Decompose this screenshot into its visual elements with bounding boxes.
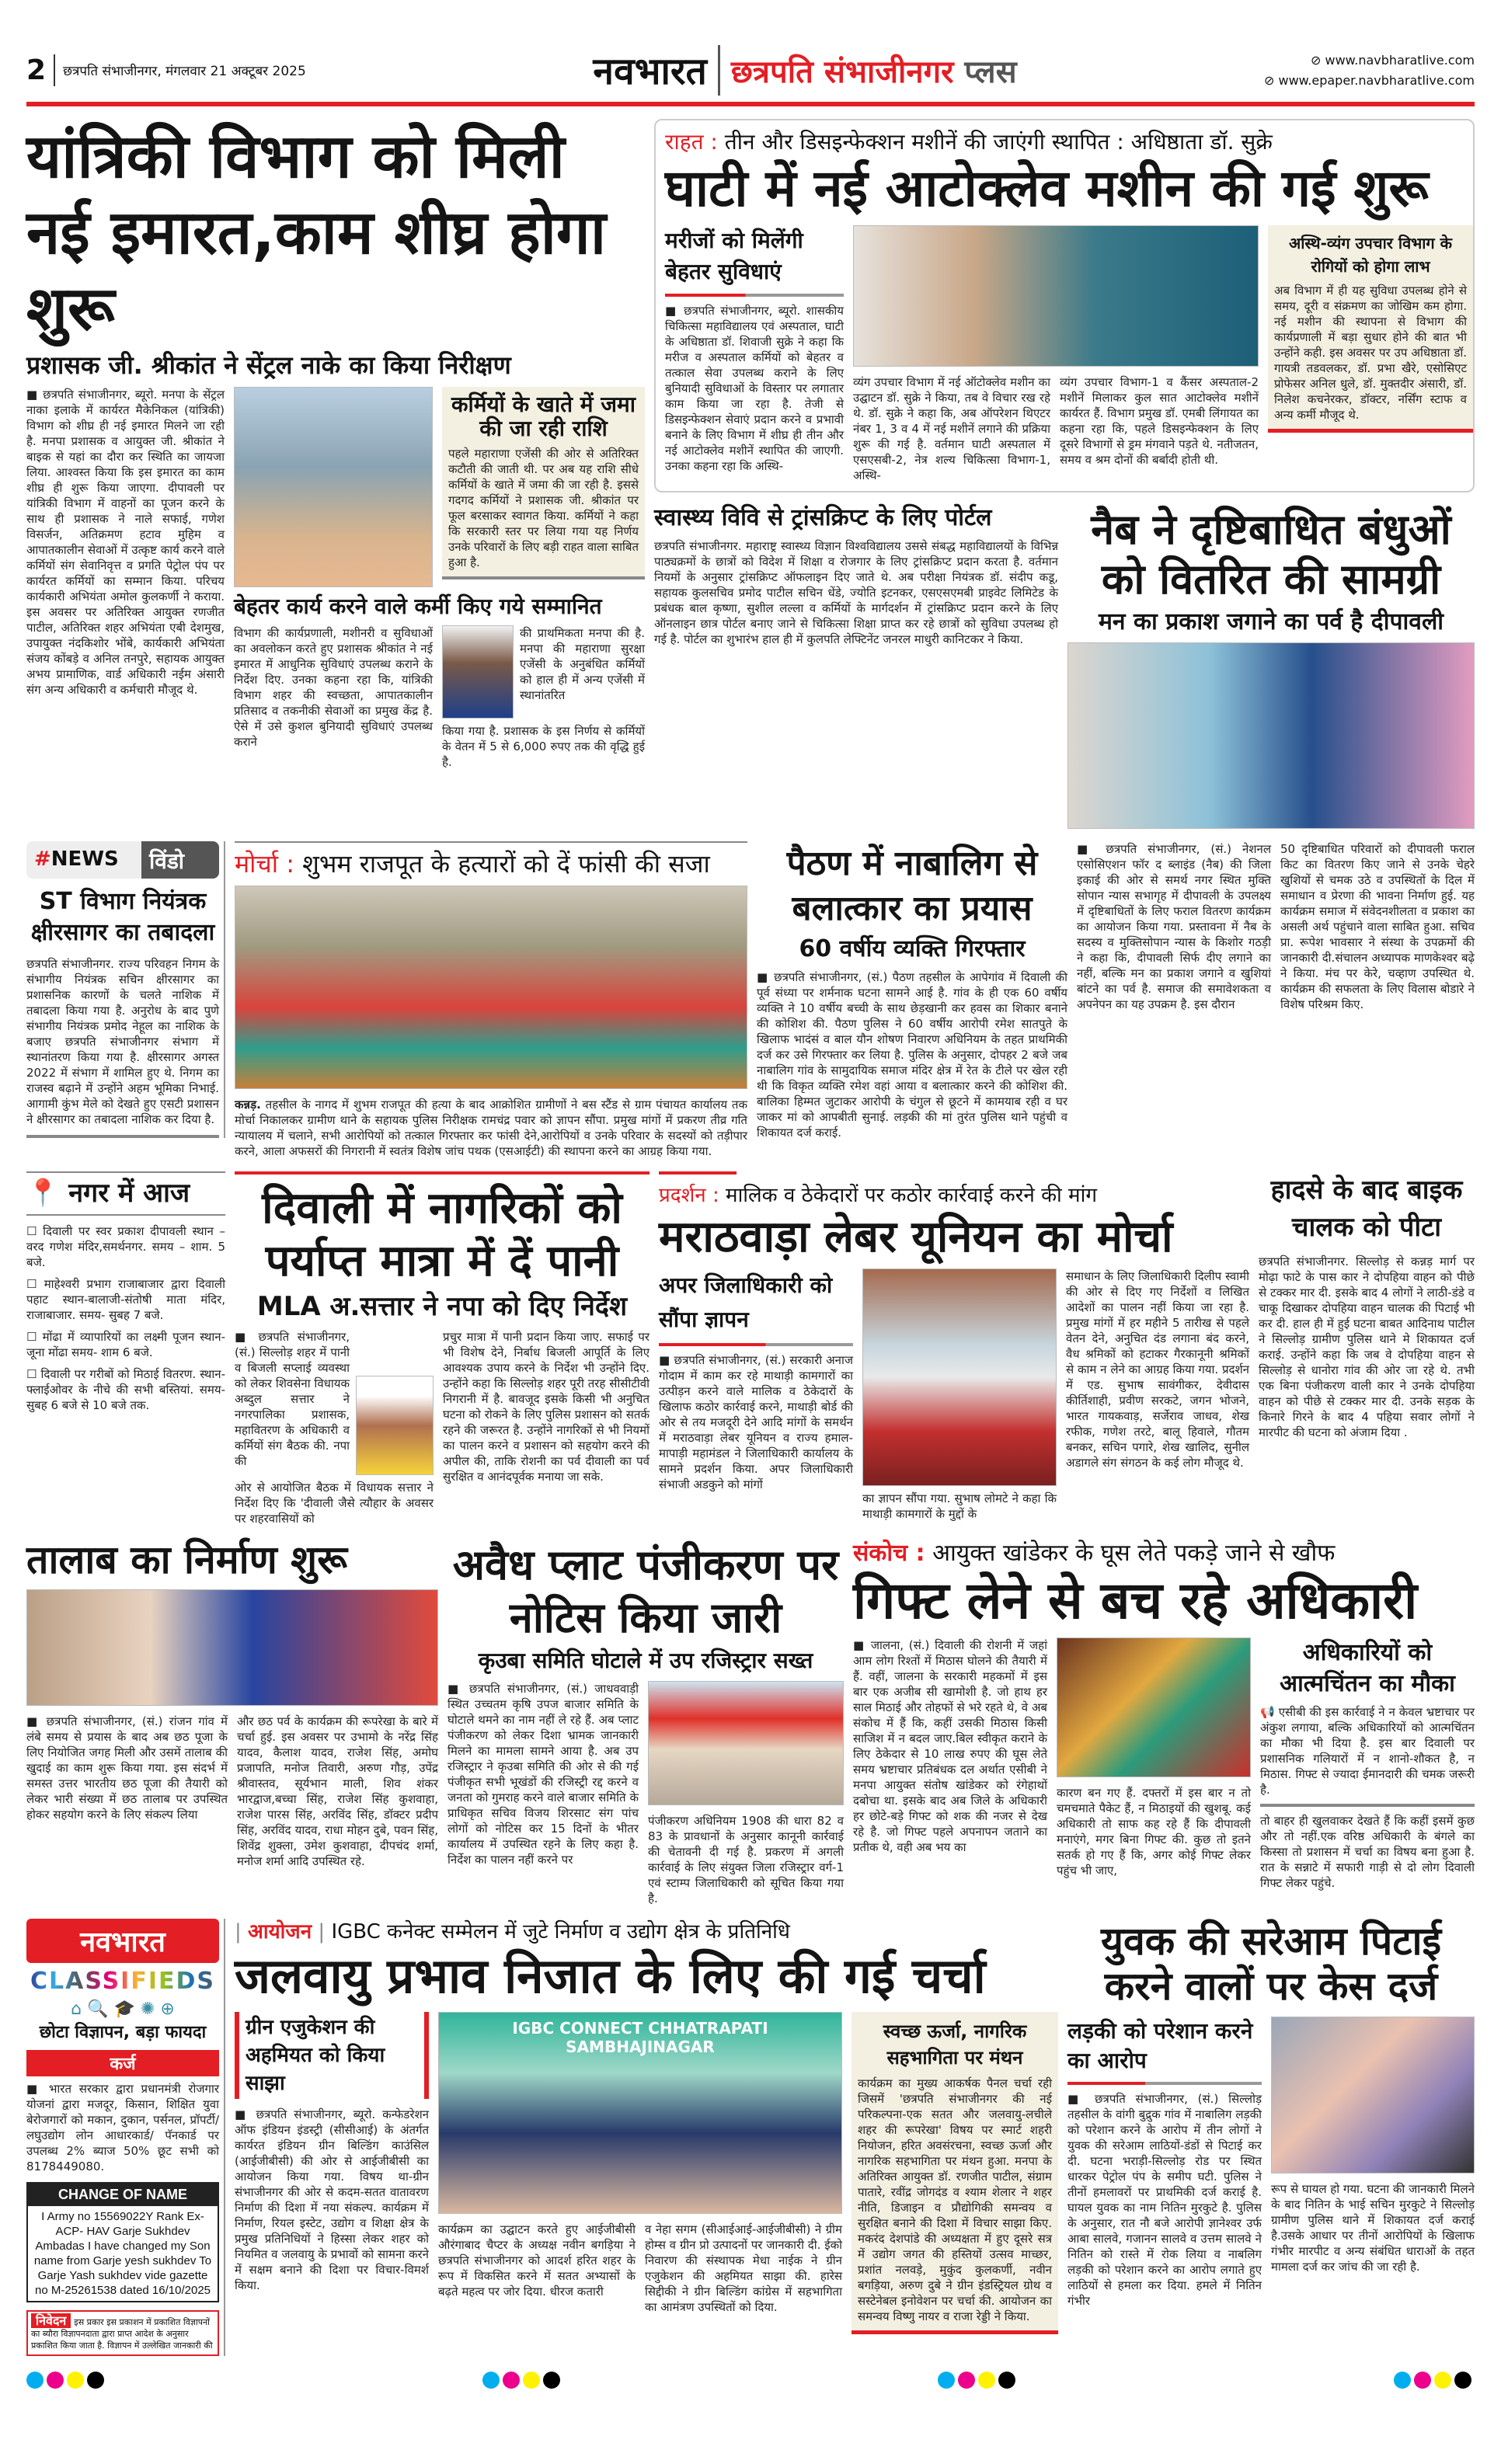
photo-gifts: [1057, 1637, 1251, 1777]
cmyk-dot: [47, 2372, 64, 2389]
subheadline: मरीजों को मिलेंगी बेहतर सुविधाएं: [665, 227, 803, 284]
headline: मराठवाड़ा लेबर यूनियन का मोर्चा: [659, 1211, 1173, 1262]
globe-icon: ⊘: [1310, 52, 1325, 68]
edition-name: छत्रपति संभाजीनगर प्लस: [730, 54, 1017, 90]
photo-hospital-staff: [853, 225, 1259, 367]
article-a9: [1259, 1171, 1475, 1440]
article-body: ■ छत्रपति संभाजीनगर, (सं.) सिल्लोड़ शहर में पानी व बिजली सप्लाई व्यवस्था को लेकर शिवसेना विधायक अब्दुल सत्तार ने नगरपालिका प्रशासक, महावितरण के अधिकारी व कर्मियों संग बैठक की. नपा की: [235, 1330, 350, 1469]
illustration-assault: [1271, 2017, 1475, 2173]
event-list: [26, 1223, 225, 1413]
subheadline: मन का प्रकाश जगाने का पर्व है दीपावली: [1098, 607, 1444, 635]
registration-marks: [482, 2372, 563, 2392]
article-body: छत्रपति संभाजीनगर. सिल्लोड़ से कन्नड़ मार्ग पर मोढ़ा फाटे के पास कार ने दोपहिया वाहन को पीछे से टक्कर मार दी. इसके बाद 4 लोगों ने लाठी-डंडे व चाकू दिखाकर दोपहिया वाहन चालक की पिटाई भी कर दी. हाल ही में हुई घटना बाबत आदिनाथ पाटील ने सिल्लोड़ ग्रामीण पुलिस थाने मे शिकायत दर्ज कराई. उन्होंने कहा कि जब वे दोपहिया वाहन से सिल्लोड़ से धानोरा गांव की ओर जा रहे थे. तभी एक बिना पंजीकरण वाली कार ने उनके दोपहिया वाहन को पीछे से टक्कर मार दी. उनके सड़क के किनारे गिरने के बाद 4 पहिया सवार लोगों ने मारपीट की घटना को अंजाम दिया .: [1259, 1254, 1475, 1439]
cmyk-dot: [1394, 2372, 1411, 2389]
epaper-link[interactable]: ⊘ www.epaper.navbharatlive.com: [1263, 72, 1475, 88]
headline: गिफ्ट लेने से बच रहे अधिकारी: [853, 1571, 1418, 1631]
sidebar-box: [442, 387, 645, 579]
article-body: 50 दृष्टिबाधित परिवारों को दीपावली फराल किट का वितरण किए जाने से उनके चेहरे खुशियों से चमक उठे व उपस्थितों के दिल में समाधान व प्रेरणा की भावना निर्माण हुई. यह कार्यक्रम समाज में संवेदनशीलता व प्रकाश का असली अर्थ पहुंचाने वाला साबित हुआ. सचिव प्रा. रूपेश भावसार ने संस्था के उपक्रमों की जानकारी दी.संचालन अध्यापक माणकेश्वर बढ़े ने किया. मंच पर केरे, चव्हाण उपस्थित थे. कार्यक्रम की सफलता के लिए विलास बोडारे ने विशेष परिश्रम किए.: [1280, 841, 1475, 1011]
article-body: कारण बन गए हैं. दफ्तरों में इस बार न तो चमचमाते पैकेट हैं, न मिठाइयों की खुशबू. कई अधिकारी तो साफ कह रहे हैं कि दीपावली मनाएंगे, मगर बिना गिफ्ट की. कुछ तो इतने सतर्क हो गए हैं कि, अगर कोई गिफ्ट लेकर पहुंच भी जाए,: [1057, 1785, 1251, 1878]
article-a8: [659, 1171, 1249, 1523]
article-body: रूप से घायल हो गया. घटना की जानकारी मिलने के बाद नितिन के भाई सचिन मुरकुटे ने सिल्लोड़ ग्रामीण पुलिस थाने में शिकायत दर्ज कराई है.उसके आधार पर तीनों आरोपियों के खिलाफ गंभीर मारपीट व अन्य संबंधित धाराओं के तहत मामला दर्ज कर जांच की जा रही है.: [1271, 2181, 1475, 2274]
headline: हादसे के बाद बाइक चालक को पीटा: [1270, 1174, 1463, 1243]
article-body: विभाग की कार्यप्रणाली, मशीनरी व सुविधाओं का अवलोकन करते हुए प्रशासक श्रीकांत ने नई इमारत में आधुनिक सुविधाएं उपलब्ध कराने के निर्देश दिए. उनका कहना रहा कि, यांत्रिकी विभाग शहर की स्वच्छता, आपातकालीन प्रतिसाद व तकनीकी सेवाओं का प्रमुख केंद्र है. ऐसे में उसे कुशल बुनियादी सुविधाएं उपलब्ध कराने: [234, 625, 433, 749]
box-text: 📢 एसीबी की इस कार्रवाई ने न केवल भ्रष्टाचार पर अंकुश लगाया, बल्कि अधिकारियों को आत्मचिंतन का मौका भी दिया है. इस बार दिवाली पर प्रशासनिक गलियारों में न शानो-शौकत है, न मिठास. गिफ्ट से ज्यादा ईमानदारी की चमक जरूरी है.: [1260, 1704, 1475, 1797]
ad-text: I Army no 15569022Y Rank Ex- ACP- HAV Garje Sukhdev Ambadas I have changed my Son name from Garje yesh sukhdev To Garje Yash sukhdev vide gazette no M-25261538 dated 16/10/2025: [33, 2210, 212, 2298]
headline: ST विभाग नियंत्रक क्षीरसागर का तबादला: [30, 887, 215, 946]
house-search-icon: ⌂: [71, 1999, 82, 2019]
photo-banner-text: IGBC CONNECT CHHATRAPATI SAMBHAJINAGAR: [512, 2019, 768, 2057]
notice-box: निवेदन इस प्रकार इस प्रकाशन में प्रकाशित विज्ञापनों का ब्यौरा विज्ञापनदाता द्वारा प्राप्त आदेश के अनुसार प्रकाशित किया जाता है. विज्ञापन में उल्लेखित जानकारी की: [26, 2310, 219, 2356]
cmyk-dot: [978, 2372, 995, 2389]
divider: [659, 1171, 737, 1175]
article-body: तो बाहर ही खुलवाकर देखते हैं कि कहीं इसमें कुछ और तो नहीं.एक वरिष्ठ अधिकारी के बंगले का किस्सा तो प्रशासन में चर्चा का विषय बना हुआ है. रात के सन्नाटे में सफारी गाड़ी से दो लोग दिवाली गिफ्ट लेकर पहुंचे.: [1260, 1813, 1475, 1890]
classifieds-title: CLASSIFIEDS: [26, 1968, 219, 1995]
divider: [1067, 2082, 1262, 2085]
headline: तालाब का निर्माण शुरू: [26, 1537, 347, 1583]
photo-market-gate: [648, 1681, 844, 1805]
registration-marks: [26, 2372, 107, 2392]
headline: दिवाली में नागरिकों को पर्याप्त मात्रा में दें पानी: [262, 1182, 622, 1286]
article-body: प्रचुर मात्रा में पानी प्रदान किया जाए. सफाई पर भी विशेष देने, निर्बाध बिजली आपूर्ति के लिए आवश्यक उपाय करने के निर्देश भी उन्होंने दिए. उन्होंने कहा कि सिल्लोड़ शहर पूरी तरह सीसीटीवी निगरानी में है. बावजूद इसके किसी भी अनुचित घटना को रोकने के लिए पुलिस प्रशासन को सतर्क रहने की जरूरत है. उन्होंने नागरिकों से भी नियमों का पालन करने व प्रशासन को सहयोग करने की अपील की, ताकि रोशनी का पर्व दीवाली का पर्व सुरक्षित व आनंदपूर्वक मनाया जा सके.: [443, 1330, 650, 1484]
website-link[interactable]: ⊘ www.navbharatlive.com: [1310, 52, 1475, 68]
category-header: कर्ज: [26, 2050, 219, 2076]
divider: [235, 841, 747, 843]
registration-marks: [938, 2372, 1019, 2392]
box-text: अब विभाग में ही यह सुविधा उपलब्ध होने से समय, दूरी व संक्रमण का जोखिम कम होगा. नई मशीन की स्थापना से विभाग की कार्यप्रणाली में बड़ा सुधार होने की बात भी उन्होंने कही. इस अवसर पर उप अधिष्ठाता डॉ. गायत्री तडवलकर, डॉ. प्रभा खैरे, एसोसिएट प्रोफेसर अनिल धुले, डॉ. मुक्तदीर अंसारी, डॉ. निलेश कचनेरकर, डॉक्टर, नर्सिंग स्टाफ व अन्य कर्मी मौजूद थे.: [1274, 283, 1467, 422]
kicker-line: राहत : तीन और डिसइन्फेक्शन मशीनें की जाएंगी स्थापित : अधिष्ठाता डॉ. सुक्रे: [665, 129, 1273, 155]
divider: [26, 1135, 219, 1138]
photo-mla: [356, 1376, 434, 1475]
article-body: ■ जालना, (सं.) दिवाली की रोशनी में जहां आम लोग रिश्तों में मिठास घोलने की तैयारी में हैं. वहीं, जालना के सरकारी महकमों में इस बार एक अजीब सी खामोशी है. जो हाथ हर साल मिठाई और तोहफों से भरे रहते थे, वे अब संकोच में हैं कि, कहीं उसकी मिठास किसी साजिश में न बदल जाए.बिल स्वीकृत कराने के लिए ठेकेदार से 10 लाख रुपए की घूस लेते समय भ्रष्टाचार प्रतिबंधक दल अर्थात एसीबी ने मनपा आयुक्त संतोष खांडेकर को रंगेहाथों दबोचा था. इसके बाद अब जिले के अधिकारी हर छोटे-बड़े गिफ्ट को शक की नजर से देख रहे है. जो गिफ्ट पहले अपनापन जताने का प्रतीक थे, वही अब भय का: [853, 1637, 1047, 1854]
photo-protest: [235, 886, 747, 1089]
article-body: ओर से आयोजित बैठक में विधायक सत्तार ने निर्देश दिए कि 'दीवाली जैसे त्यौहार के अवसर पर शहरवासियों को: [235, 1481, 434, 1526]
kicker-line: | आयोजन | IGBC कनेक्ट सम्मेलन में जुटे निर्माण व उद्योग क्षेत्र के प्रतिनिधि: [235, 1919, 790, 1944]
headline: पैठण में नाबालिग से बलात्कार का प्रयास: [786, 843, 1038, 928]
article-a12: [853, 1539, 1475, 1891]
cmyk-dot: [1454, 2372, 1471, 2389]
article-body: ■ छत्रपति संभाजीनगर, (सं.) पैठण तहसील के आपेगांव में दिवाली की पूर्व संध्या पर शर्मनाक घटना सामने आई है. गांव के ही एक 60 वर्षीय व्यक्ति ने 10 वर्षीय बच्ची के साथ छेड़खानी कर हवस का शिकार बनाने की कोशिश की. पैठण पुलिस ने 60 वर्षीय आरोपी रमेश सातपुते के खिलाफ भादंसं व बाल यौन शोषण निवारण अधिनियम के तहत प्राथमिकी दर्ज कर उसे गिरफ्तार कर लिया है. पुलिस के अनुसार, दोपहर 2 बजे जब नाबालिग गांव के सामुदायिक समाज मंदिर क्षेत्र में रेत के टीले पर खेल रही थी कि विकृत व्यक्ति रमेश वहां आया व बलात्कार करने की कोशिश की. बालिका हिम्मत जुटाकर आरोपी के चंगुल से छूटने में कामयाब रही व घर जाकर मां को आपबीती सुनाई. लड़की की मां तुरंत पुलिस थाने पहुंची व शिकायत दर्ज कराई.: [757, 969, 1067, 1140]
classifieds-icons: [26, 1999, 219, 2019]
location-pin-icon: 📍: [26, 1177, 60, 1209]
article-body: ■ छत्रपति संभाजीनगर, (सं.) सिल्लोड़ तहसील के वांगी बुद्रुक गांव में नाबालिग लड़की को परेशान करने के आरोप में तीन लोगों ने युवक की सरेआम लाठियों-डंडों से पिटाई कर दी. घटना भराड़ी-सिल्लोड़ रोड पर स्थित धारकर पेट्रोल पंप के समीप घटी. पुलिस ने तीनों हमलावरों पर प्राथमिकी दर्ज कराई है. घायल युवक का नाम नितिन मुरकुटे है. पुलिस के अनुसार, रात नौ बजे आरोपी ज्ञानेश्वर उर्फ आबा सालवे, गजानन सालवे व उत्तम सालवे ने नितिन को रास्ते में रोक लिया व नाबलिग लड़की को परेशान करने का आरोप लगाते हुए लाठियों से हमला कर दिया. हमले में नितिन गंभीर: [1067, 2091, 1262, 2308]
article-body: किया गया है. प्रशासक के इस निर्णय से कर्मियों के वेतन में 5 से 6,000 रुपए तक की वृद्धि हुई है.: [442, 723, 645, 769]
change-of-name-ad: [26, 2182, 219, 2302]
divider: [659, 1343, 853, 1346]
subheadline: 60 वर्षीय व्यक्ति गिरफ्तार: [799, 934, 1026, 962]
headline: नैब ने दृष्टिबाधित बंधुओं को वितरित की सामग्री: [1091, 504, 1451, 604]
divider: [235, 1171, 650, 1175]
article-a10: [26, 1539, 438, 1869]
classified-ad: ■ भारत सरकार द्वारा प्रधानमंत्री रोजगार योजनां द्वारा मजदूर, किसान, शिक्षित युवा बेरोजगारों को मकान, दुकान, पर्सनल, प्रॉपर्टी/ लघुउद्योग लोन आधारकार्ड/ पॅनकार्ड पर उपलब्ध 2% ब्याज 50% छूट सभी को 8178449080.: [26, 2082, 219, 2174]
article-body: व्यंग उपचार विभाग में नई ऑटोक्लेव मशीन का उद्घाटन डॉ. सुक्रे ने किया, तब वे विचार रख रहे थे. डॉ. सुक्रे ने कहा कि, अब ऑपरेशन थिएटर नंबर 1, 3 व 4 में नई मशीनें लगाने की प्रक्रिया शुरू की गई है. वर्तमान घाटी अस्पताल में एसएसबी-2, नेत्र शल्य चिकित्सा विभाग-1, अस्थि-: [853, 374, 1050, 482]
health-icon: ⊕: [160, 1999, 175, 2019]
graduation-cap-icon: 🎓: [113, 1999, 135, 2019]
headline: अवैध प्लाट पंजीकरण पर नोटिस किया जारी: [452, 1540, 839, 1643]
article-body: ■ छत्रपति संभाजीनगर, (सं.) जाधववाड़ी स्थित उच्चतम कृषि उपज बाजार समिति के घोटाले थमने का नाम नहीं ले रहे हैं. अब प्लाट पंजीकरण को लेकर दिशा भ्रामक जानकारी मिलने का मामला सामने आया है. अब उप रजिस्ट्रार ने कृउबा समिति की ओर से की गई पंजीकृत सभी भूखंडों की रजिस्ट्री रद्द करने व जनता को गुमराह करने वाले बाजार समिति के प्राधिकृत सचिव विजय शिरसाट संग पांच लोगों को नोटिस कर 15 दिनों के भीतर कार्यालय में उपस्थित रहने के लिए कहा है. निर्देश का पालन नहीं करने पर: [448, 1681, 639, 1867]
article-a5: [235, 841, 747, 1159]
headline: यांत्रिकी विभाग को मिली नई इमारत,काम शीघ्र होगा शुरू: [26, 122, 607, 344]
article-body: ■ छत्रपति संभाजीनगर, ब्यूरो. कन्फेडरेशन ऑफ इंडियन इंडस्ट्री (सीसीआई) के अंतर्गत कार्यरत इंडियन ग्रीन बिल्डिंग काउंसिल (आईजीबीसी) की ओर से आईजीबीसी का आयोजन किया गया. विषय था-ग्रीन संभाजीनगर की ओर से कदम-सतत वातावरण निर्माण की दिशा में नया संकल्प. कार्यक्रम में निर्माण, रियल इस्टेट, उद्योग व शिक्षा क्षेत्र के प्रमुख प्रतिनिधियों ने हिस्सा लेकर शहर को नियमित व जलवायु के प्रभावों को सामना करने में सक्षम बनाने की दिशा पर विचार-विमर्श किया.: [235, 2107, 429, 2293]
headline: घाटी में नई आटोक्लेव मशीन की गई शुरू: [665, 158, 1429, 218]
featured-story-box: [654, 119, 1475, 492]
cmyk-dot: [67, 2372, 84, 2389]
article-a6: [757, 841, 1067, 1140]
astrology-icon: ✺: [140, 1999, 155, 2019]
subheadline: प्रशासक जी. श्रीकांत ने सेंट्रल नाके का किया निरीक्षण: [26, 350, 511, 380]
photo-building: [234, 387, 433, 587]
article-a4: [1067, 505, 1475, 829]
cmyk-dot: [482, 2372, 500, 2389]
cmyk-dot: [1434, 2372, 1451, 2389]
event-item: ☐ दिवाली पर गरीबों को मिठाई वितरण. स्थान- फ्लाईओवर के नीचे की सभी बस्तियां. समय- सुबह 6 बजे से 10 बजे तक.: [26, 1367, 225, 1413]
page-header: [26, 0, 1475, 106]
photo-group: [26, 1589, 438, 1706]
cmyk-dot: [958, 2372, 975, 2389]
subheadline: MLA अ.सत्तार ने नपा को दिए निर्देश: [256, 1290, 628, 1322]
article-body: कार्यक्रम का उद्घाटन करते हुए आईजीबीसी औरंगाबाद चैप्टर के अध्यक्ष नवीन बगड़िया ने छत्रपति संभाजीनगर को आदर्श हरित शहर के रूप में विकसित करने में सतत अभ्यासों के बढ़ते महत्व पर जोर दिया. धीरज कतारी: [438, 2222, 636, 2299]
headline: युवक की सरेआम पिटाई करने वालों पर केस दर्ज: [1100, 1918, 1442, 2009]
subheadline: अपर जिलाधिकारी को सौंपा ज्ञापन: [659, 1272, 833, 1333]
headline: जलवायु प्रभाव निजात के लिए की गई चर्चा: [235, 1947, 986, 2004]
article-a3: [654, 505, 1058, 647]
article-body: और छठ पर्व के कार्यक्रम की रूपरेखा के बारे में चर्चा हुई. इस अवसर पर उभामो के नरेंद्र सिंह यादव, कैलाश यादव, राजेश सिंह, अमोघ प्रजापति, मनोज तिवारी, अरुण गौड़, उपेंद्र श्रीवास्तव, सूर्यभान माली, शिव शंकर भारद्वाज,बच्चा सिंह, राजेश सिंह कुशवाहा, राजेश पारस सिंह, अरविंद सिंह, डॉक्टर प्रदीप सिंह, अरविंद यादव, राधा मोहन दुबे, पवन सिंह, शिवेंद्र शुक्ला, उमेश कुशवाहा, दीपचंद शर्मा, मनोज शर्मा आदि उपस्थित रहे.: [237, 1714, 438, 1869]
article-body: समाधान के लिए जिलाधिकारी दिलीप स्वामी की ओर से दिए गए निर्देशों व लिखित आदेशों का पालन नहीं किया जा रहा है. प्रमुख मांगों में हर महीने 5 तारीख से पहले वेतन देने, अनुचित दंड लगाना बंद करने, वैध श्रमिकों को हटाकर गैरकानूनी श्रमिकों से काम न लेने का आग्रह किया गया. प्रदर्शन में एड. सुभाष सावंगीकर, देवीदास कीर्तिशाही, प्रवीण सरकटे, जगन भोजने, भारत गायकवाड़, सर्जेराव जाधव, शेख रफीक, गणेश तरटे, बालू हिवाले, गौतम बनकर, सचिन पगारे, शेख खालिद, सुनील अडागले संग संगठन के कई लोग मौजूद थे.: [1066, 1269, 1249, 1470]
article-a11: [448, 1539, 844, 1906]
article-a14: [1067, 1919, 1475, 2309]
kicker-line: प्रदर्शन : मालिक व ठेकेदारों पर कठोर कार्रवाई करने की मांग: [659, 1183, 1097, 1207]
cmyk-dot: [938, 2372, 955, 2389]
sidebar-box: [851, 2012, 1058, 2334]
cmyk-dot: [87, 2372, 104, 2389]
classifieds: [26, 1919, 225, 2356]
article-body: पंजीकरण अधिनियम 1908 की धारा 82 व 83 के प्रावधानों के अनुसार कानूनी कार्रवाई की चेतावनी दी गई है. प्रकरण में अगली कार्रवाई के लिए संयुक्त जिला रजिस्ट्रार वर्ग-1 एवं स्टाम्प जिलाधिकारी को सूचित किया गया है.: [648, 1813, 844, 1905]
sidebar-box: [1268, 225, 1473, 433]
classifieds-tagline: छोटा विज्ञापन, बड़ा फायदा: [39, 2022, 207, 2042]
cmyk-dot: [543, 2372, 560, 2389]
registration-marks: [1394, 2372, 1475, 2392]
side-title: ग्रीन एजुकेशन की अहमियत को किया साझा: [235, 2012, 429, 2099]
box-title: कर्मियों के खाते में जमा की जा रही राशि: [451, 392, 636, 441]
cmyk-dot: [1414, 2372, 1431, 2389]
photo-labor-rally: [862, 1269, 1057, 1486]
article-body: ■ छत्रपति संभाजीनगर, ब्यूरो. मनपा के सेंट्रल नाका इलाके में कार्यरत मैकेनिकल (यांत्रिकी) विभाग को शीघ्र ही नई इमारत मिलने जा रही है. मनपा प्रशासक व आयुक्त जी. श्रीकांत ने बाइक से यहां का दौरा कर स्थिति का जायजा लिया. आश्वस्त किया कि इस इमारत का काम शीघ्र ही शुरू किया जाएगा. दीपावली पर यांत्रिकी विभाग में वाहनों का पूजन करने के साथ ही प्रशासक ने नाले सफाई, गणेश विसर्जन, अतिक्रमण हटाव मुहिम व आपातकालीन सेवाओं में उत्कृष्ट कार्य करने वाले कर्मियों संग सेवानिवृत्त व प्रगति पेट्रोल पंप पर कार्यरत कर्मियों का सम्मान किया. परिचय कार्यकारी अभियंता अमोल कुलकर्णी ने कराया. इस अवसर पर अतिरिक्त आयुक्त रणजीत पाटील, अतिरिक्त शहर अभियंता एबी देशमुख, उपायुक्त नंदकिशोर भोंबे, कार्यकारी अभियंता संजय कोंबड़े व अनिल तनपुरे, सहायक आयुक्त अभय प्रामाणिक, वार्ड अधिकारी नईम अंसारी संग अन्य अधिकारी व कर्मचारी मौजूद थे.: [26, 388, 225, 698]
article-body: ■ छत्रपति संभाजीनगर, (सं.) रांजन गांव में लंबे समय से प्रयास के बाद अब छठ पूजा के लिए नियोजित जगह मिली और उसमें तालाब की खुदाई का काम शुरू किया गया. इस संदर्भ में समस्त उत्तर भारतीय छठ पूजा की तैयारी को लेकर भारी संख्या में छठ तालाब पर उपस्थित होकर सहयोग करने के लिए संकल्प लिया: [26, 1714, 228, 1822]
nagar-section: [26, 1171, 225, 1413]
news-window: [26, 841, 225, 1138]
headline: मोर्चा : शुभम राजपूत के हत्यारों को दें फांसी की सजा: [235, 848, 710, 879]
photo-caption: कन्नड़. तहसील के नागद में शुभम राजपूत की हत्या के बाद आक्रोशित ग्रामीणों ने बस स्टैंड से ग्राम पंचायत कार्यालय तक मोर्चा निकालकर ग्रामीण थाने के सहायक पुलिस निरीक्षक रामचंद्र पवार को ज्ञापन सौंपा. प्रमुख मांगों में प्रकरण तीव्र गति न्यायालय में चलाने, सभी आरोपियों को तत्काल गिरफ्तार कर फांसी देने,आरोपियों व उनके परिवार के सदस्यों को तड़ीपार करने, आला अफसरों की निगरानी में स्वतंत्र विशेष जांच पथक (एसआईटी) की स्थापना करने का आग्रह किया गया.: [235, 1097, 747, 1158]
subheadline: लड़की को परेशान करने का आरोप: [1067, 2017, 1253, 2073]
article-body: ■ छत्रपति संभाजीनगर, (सं.) नेशनल एसोसिएशन फॉर द ब्लाइंड (नैब) की जिला इकाई की ओर से समर्थ नगर स्थित मुक्ति सोपान न्यास सभागृह में दीपावली के उपलक्ष्य में दृष्टिबाधितों के लिए फराल वितरण कार्यक्रम का आयोजन किया गया. प्रस्तावना में नैब के सदस्य व मुक्तिसोपान न्यास के किशोर गठड़ी ने कहा कि, दीपावली सिर्फ दीए लगाने का नहीं, बल्कि मन का प्रकाश जगाने व खुशियां बांटने का पर्व है. समाज की समावेशकता व अपनेपन का यह उपक्रम है. इस दौरान: [1077, 841, 1271, 1011]
box-title: अधिकारियों को आत्मचिंतन का मौका: [1280, 1638, 1455, 1697]
article-body: छत्रपति संभाजीनगर. महाराष्ट्र स्वास्थ्य विज्ञान विश्वविद्यालय उससे संबद्ध महाविद्यालयों के विभिन्न पाठ्यक्रमों के छात्रों को विदेश में शिक्षा व रोजगार के लिए ट्रांसक्रिप्ट प्रदान करता है. वर्तमान नियमों के अनुसार ट्रांसक्रिप्ट ऑफलाइन दिए जाते थे. अब परीक्षा नियंत्रक डॉ. संदीप कडू, सहायक कुलसचिव प्रमोद पाटील सचिन धेंडे, ज्योति इटनकर, एसएसएमबी प्राइवेट लिमिटेड के प्रबंधक बाल कृष्णा, सुशील लल्ला व कर्मियों के मार्गदर्शन में ट्रांसक्रिप्ट प्रदान करने के लिए ऑनलाइन छात्र पोर्टल बनाए जाने से चिकित्सा शिक्षा प्राप्त कर रहे छात्रों को सुविधा उपलब्ध हो गई है. पोर्टल का शुभारंभ हाल ही में कुलपति लेफ्टिनेंट जनरल माधुरी कानिटकर ने किया.: [654, 538, 1058, 646]
section-title: 📍 नगर में आज: [26, 1177, 190, 1209]
registration-marks-row: [26, 2372, 1475, 2392]
subheadline: कृउबा समिति घोटाले में उप रजिस्ट्रार सख्त: [478, 1648, 813, 1674]
globe-icon: ⊘: [1263, 72, 1279, 88]
box-text: पहले महाराणा एजेंसी की ओर से अतिरिक्त कटौती की जाती थी. पर अब यह राशि सीधे कर्मियों के खाते में जमा की जा रही है. इससे गदगद कर्मियों ने प्रशासक जी. श्रीकांत पर फूल बरसाकर स्वागत किया. कर्मियों ने कहा कि सरकारी स्तर पर लिया गया यह निर्णय उनके परिवारों के लिए बड़ी राहत वाला साबित हुआ है.: [448, 446, 639, 569]
page-number: 2: [26, 54, 55, 86]
dateline: छत्रपति संभाजीनगर, मंगलवार 21 अक्टूबर 2025: [63, 64, 306, 79]
article-body: की प्राथमिकता मनपा की है. मनपा की महाराणा सुरक्षा एजेंसी के अनुबंधित कर्मियों को हाल ही में अन्य एजेंसी में स्थानांतरित: [520, 625, 645, 702]
box-title: स्वच्छ ऊर्जा, नागरिक सहभागिता पर मंथन: [883, 2020, 1027, 2069]
box-title: अस्थि-व्यंग उपचार विभाग के रोगियों को होगा लाभ: [1288, 233, 1453, 276]
divider: [1260, 1804, 1475, 1807]
cmyk-dot: [26, 2372, 44, 2389]
subheadline: बेहतर कार्य करने वाले कर्मी किए गये सम्मानित: [234, 593, 602, 620]
article-body: व नेहा सगम (सीआईआई-आईजीबीसी) ने ग्रीम होम्स व ग्रीन प्रो उत्पादनों पर जानकारी दी. ईको निवारण की संस्थापक मेधा नाईक ने ग्रीन एजुकेशन की अहमियत साझा की. हारेस सिद्दीकी ने ग्रीन बिल्डिंग कांग्रेस में सहभागिता का आमंत्रण उपस्थितों को दिया.: [645, 2222, 842, 2315]
article-body: छत्रपति संभाजीनगर. राज्य परिवहन निगम के संभागीय नियंत्रक सचिन क्षीरसागर का प्रशासनिक कारणों के चलते नाशिक में तबादला किया गया है. अनुरोध के बाद पुणे संभागीय नियंत्रक प्रमोद नेहूल का नाशिक के बजाए छत्रपति संभाजीनगर संभाग में स्थानांतरण किया गया है. क्षीरसागर अगस्त 2022 में संभाग में शामिल हुए थे. निगम का राजस्व बढ़ाने में उन्होंने अहम भूमिका निभाई. आगामी कुंभ मेले को देखते हुए एसटी प्रशासन ने क्षीरसागर का तबादला नाशिक कर दिया है.: [26, 956, 219, 1126]
box-text: कार्यक्रम का मुख्य आकर्षक पैनल चर्चा रही जिसमें 'छत्रपति संभाजीनगर की नई परिकल्पना-एक सतत और जलवायु-लचीले शहर की रूपरेखा' विषय पर स्मार्ट शहरी नियोजन, हरित अवसंरचना, स्वच्छ ऊर्जा और नागरिक सहभागिता पर मंथन हुआ. मनपा के अतिरिक्त आयुक्त डॉ. रणजीत पाटील, संग्राम पातारे, रवींद्र जोगदंड व श्याम शेलार ने शहर नीति, डिजाइन व प्रौद्योगिकी समन्वय व सुरक्षित बनाने की दिशा में विचार साझा किए. मकरंद देशपांडे की अध्यक्षता में हुए दूसरे सत्र में उद्योग जगत की हस्तियों उत्सव माच्छर, प्रशांत नलवड़े, मुकुंद कुलकर्णी, नवीन बगड़िया, अरुण दुबे ने ग्रीन इंडस्ट्रियल ग्रोथ व सस्टेनेबल इनोवेशन पर चर्चा की. आयोजन का समन्वय विष्णु नायर व राजा रेड्डी ने किया.: [858, 2076, 1052, 2324]
news-window-badge: #NEWS विंडो: [26, 841, 219, 879]
article-body: का ज्ञापन सौंपा गया. सुभाष लोमटे ने कहा कि माथाड़ी कामगारों के मुद्दों के: [862, 1491, 1057, 1522]
cmyk-dot: [503, 2372, 520, 2389]
photo-administrator: [442, 625, 514, 719]
search-icon: 🔍: [87, 1999, 109, 2019]
article-body: व्यंग उपचार विभाग-1 व कैंसर अस्पताल-2 मशीनें मिलाकर कुल सात आटोक्लेव मशीनें कार्यरत हैं. विभाग प्रमुख डॉ. एमबी लिंगायत का कहना रहा कि, पहले डिसइन्फेक्शन के लिए दूसरे विभागों से ड्रम मंगवाने पड़ते थे. नतीजतन, समय व श्रम दोनों की बर्बादी होती थी.: [1060, 374, 1259, 467]
kicker-line: संकोच : आयुक्त खांडेकर के घूस लेते पकड़े जाने से खौफ: [853, 1540, 1336, 1568]
ad-title: CHANGE OF NAME: [28, 2184, 218, 2206]
event-item: ☐ माहेश्वरी प्रभाग राजाबाजार द्वारा दिवाली पहाट स्थान-बालाजी-संतोषी माता मंदिर, राजाबाजार. समय- सुबह 7 बजे.: [26, 1277, 225, 1323]
event-item: ☐ मोंढा में व्यापारियों का लक्ष्मी पूजन स्थान-जूना मोंढा समय- शाम 6 बजे.: [26, 1330, 226, 1360]
divider: [665, 294, 844, 297]
article-a7: [235, 1171, 650, 1526]
classifieds-brand: नवभारत: [26, 1919, 219, 1963]
headline: स्वास्थ्य विवि से ट्रांसक्रिप्ट के लिए पोर्टल: [654, 503, 992, 531]
photo-distribution: [1067, 642, 1475, 829]
article-body: ■ छत्रपति संभाजीनगर, (सं.) सरकारी अनाज गोदाम में काम कर रहे माथाड़ी कामगारों का उत्पीड़न करने वाले मालिक व ठेकेदारों के खिलाफ कठोर कार्रवाई करने, माथाड़ी बोर्ड की ओर से तय मजदूरी देने आदि मांगों के समर्थन में मराठवाड़ा लेबर यूनियन व राज्य हमाल-मापाड़ी महामंडल ने जिलाधिकारी कार्यालय के सामने प्रदर्शन किया. अपर जिलाधिकारी संभाजी अडकुने को मांगों: [659, 1353, 853, 1492]
article-a1: [26, 119, 645, 770]
cmyk-dot: [523, 2372, 540, 2389]
cmyk-dot: [998, 2372, 1015, 2389]
article-a13: [235, 1919, 1058, 2334]
photo-igbc-event: [438, 2012, 842, 2214]
masthead-logo: नवभारत: [593, 45, 720, 96]
megaphone-icon: 📢: [1260, 1704, 1275, 1719]
event-item: ☐ दिवाली पर स्वर प्रकाश दीपावली स्थान – वरद गणेश मंदिर,समर्थनगर. समय – शाम. 5 बजे.: [26, 1224, 225, 1270]
divider: [26, 1214, 225, 1216]
article-body: ■ छत्रपति संभाजीनगर, ब्यूरो. शासकीय चिकित्सा महाविद्यालय एवं अस्पताल, घाटी के अधिष्ठाता डॉ. शिवाजी सुक्रे ने कहा कि मरीज व अस्पताल कर्मियों को बेहतर व तत्काल सेवा उपलब्ध कराने के लिए बुनियादी सुविधाओं के विस्तार पर लगातार काम किया जा रहा है. तेजी से डिसइन्फेक्शन सेवाएं प्रदान करने व प्रभावी बनाने के लिए विभाग में शीघ्र ही तीन और नई आटोक्लेव मशीनें स्थापित की जाएगी. उनका कहना रहा कि अस्थि-: [665, 303, 844, 473]
